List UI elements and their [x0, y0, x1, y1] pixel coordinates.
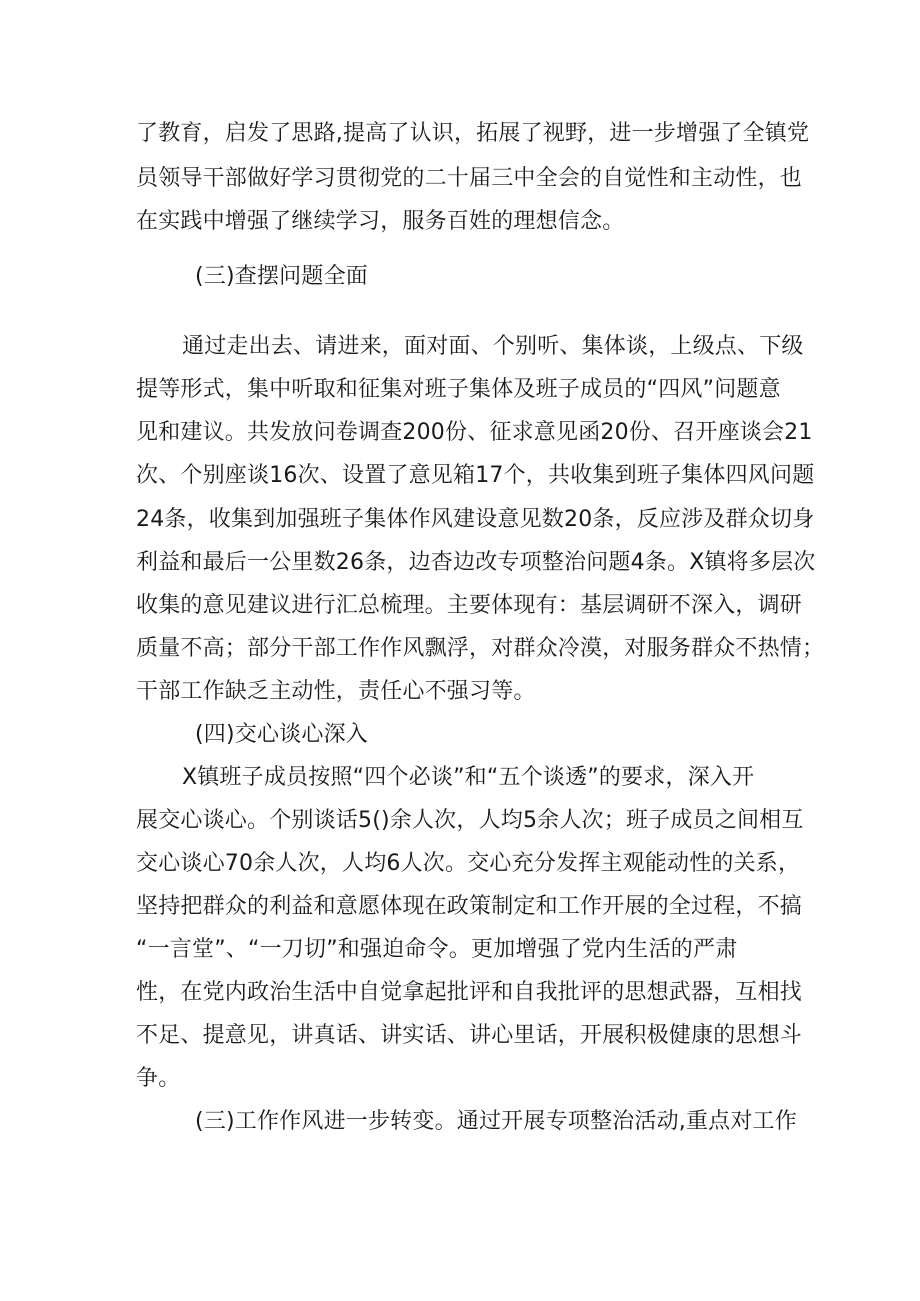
paragraph-line: 了教育，启发了思路,提高了认识，拓展了视野，进一步增强了全镇党	[136, 121, 810, 146]
paragraph-line: “一言堂”、“一刀切”和强迫命令。更加增强了党内生活的严肃	[136, 937, 738, 962]
paragraph-line: 收集的意见建议进行汇总梳理。主要体现有：基层调研不深入，调研	[136, 593, 803, 618]
paragraph-line: X镇班子成员按照“四个必谈”和“五个谈透”的要求，深入开	[182, 765, 755, 790]
paragraph-line: 24条，收集到加强班子集体作风建设意见数20条，反应涉及群众切身	[136, 507, 815, 532]
paragraph-line: 员领导干部做好学习贯彻党的二十届三中全会的自觉性和主动性，也	[136, 166, 803, 191]
paragraph-line: 在实践中增强了继续学习，服务百姓的理想信念。	[136, 209, 625, 234]
paragraph-line: 通过走出去、请进来，面对面、个别听、集体谈，上级点、下级	[182, 334, 804, 359]
paragraph-line: 性，在党内政治生活中自觉拿起批评和自我批评的思想武器，互相找	[136, 980, 803, 1005]
paragraph-line: 提等形式，集中听取和征集对班子集体及班子成员的“四风”问题意	[136, 377, 781, 402]
paragraph-line: 交心谈心70余人次，人均6人次。交心充分发挥主观能动性的关系，	[136, 851, 801, 876]
paragraph-line: 利益和最后一公里数26条，边杳边改专项整治问题4条。X镇将多层次	[136, 550, 816, 575]
paragraph-line: 不足、提意见，讲真话、讲实话、讲心里话，开展积极健康的思想斗	[136, 1023, 803, 1048]
paragraph-line: 展交心谈心。个别谈话5()余人次，人均5余人次；班子成员之间相互	[136, 808, 804, 833]
paragraph-line: 见和建议。共发放问卷调查200份、征求意见函20份、召开座谈会21	[136, 420, 813, 445]
paragraph-line: 次、个别座谈16次、设置了意见箱17个，共收集到班子集体四风问题	[136, 463, 815, 488]
paragraph-line: 争。	[136, 1066, 181, 1091]
paragraph-line: 干部工作缺乏主动性，责任心不强习等。	[136, 679, 536, 704]
section-heading: (四)交心谈心深入	[195, 722, 368, 747]
section-heading: (三)查摆问题全面	[195, 264, 368, 289]
section-heading: (三)工作作风进一步转变。通过开展专项整治活动,重点对工作	[195, 1109, 797, 1134]
paragraph-line: 质量不高；部分干部工作作风飘浮，对群众冷漠，对服务群众不热情；	[136, 636, 825, 661]
paragraph-line: 坚持把群众的利益和意愿体现在政策制定和工作开展的全过程，不搞	[136, 894, 803, 919]
